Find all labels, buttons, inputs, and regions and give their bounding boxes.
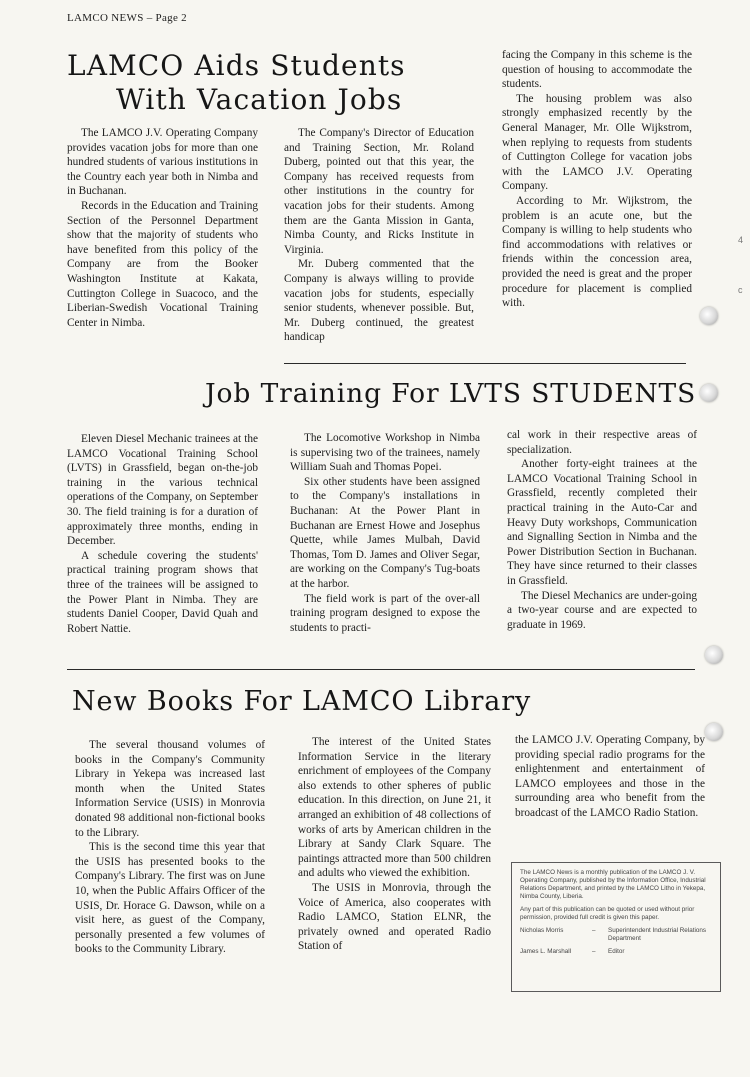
article1-column-2 <box>284 126 474 345</box>
paragraph: The housing problem was also strongly emphasized recently by the General Manager, Mr. Olle Wijkstrom, when replying to requests from students of Cuttington College for vacation jobs with the LAMCO J.V. Operating Company. <box>502 92 692 193</box>
article1-column-3 <box>502 48 692 311</box>
paragraph: This is the second time this year that the USIS has presented books to the Company's Library. The first was on June 10, when the Public Affairs Officer of the USIS, Dr. Horace G. Dawson, while on a visit here, as guest of the Company, personally presented a few volumes of books to the Community Library. <box>75 841 265 956</box>
staff-name: Nicholas Morris <box>520 927 564 934</box>
article3-column-2 <box>298 735 491 954</box>
masthead-permission: Any part of this publication can be quoted or used without prior permission, provided full credit is given this paper. <box>520 906 695 921</box>
paragraph: The LAMCO J.V. Operating Company provides vacation jobs for more than one hundred students of various institutions in the Country each year both in Nimba and in Buchanan. <box>67 127 258 198</box>
punch-hole <box>700 384 718 402</box>
paragraph: The several thousand volumes of books in the Company's Community Library in Yekepa was increased last month when the United States Information Service (USIS) in Monrovia donated 98 additional non-fictional books to the Library. <box>75 739 265 839</box>
staff-dash: – <box>592 948 596 955</box>
paragraph: The Locomotive Workshop in Nimba is supervising two of the trainees, namely William Suah and Thomas Popei. <box>290 432 480 474</box>
staff-name: James L. Marshall <box>520 948 572 955</box>
paragraph: The Diesel Mechanics are under-going a two-year course and are expected to graduate in 1969. <box>507 589 697 631</box>
article2-column-2 <box>290 431 480 635</box>
article1-headline-line1: LAMCO Aids Students <box>67 49 406 82</box>
article1-headline-line2: With Vacation Jobs <box>116 83 403 116</box>
edge-mark: c <box>738 285 743 295</box>
article2-column-1 <box>67 432 258 636</box>
paragraph: the LAMCO J.V. Operating Company, by providing special radio programs for the enlightenment and entertainment of LAMCO employees and those in the surrounding area who benefit from the broadcast of the LAMCO Radio Station. <box>515 734 705 819</box>
masthead-description: The LAMCO News is a monthly publication of the LAMCO J. V. Operating Company, published by the Information Office, Industrial Relations Department, and printed by the LAMCO Litho in Yekepa, Nimba County, Liberia. <box>520 869 706 900</box>
punch-hole <box>700 307 718 325</box>
punch-hole <box>705 723 723 741</box>
paragraph: Mr. Duberg commented that the Company is always willing to provide vacation jobs for students, especially senior students, whenever possible. But, Mr. Duberg continued, the greatest handicap <box>284 258 474 344</box>
staff-row <box>520 927 712 943</box>
section-divider <box>284 363 686 364</box>
article2-headline: Job Training For LVTS STUDENTS <box>205 378 697 409</box>
paragraph: Records in the Education and Training Section of the Personnel Department show that the majority of students who have benefited from this policy of the Company are from the Booker Washington Institute at Kakata, Cuttington College in Suacoco, and the Liberian-Swedish Vocational Training Center in Nimba. <box>67 199 258 329</box>
paragraph: A schedule covering the students' practical training program shows that three of the trainees will be assigned to the Power Plant in Nimba. They are students Daniel Cooper, David Quah and Robert Nattie. <box>67 549 258 635</box>
paragraph: The Company's Director of Education and Training Section, Mr. Roland Duberg, pointed out that this year, the Company has received requests from other institutions in the country for vacation jobs for their students. Among them are the Ganta Mission in Ganta, Nimba County, and Ricks Institute in Virginia. <box>284 127 474 256</box>
paragraph: facing the Company in this scheme is the question of housing to accommodate the students. <box>502 49 692 91</box>
article1-column-1 <box>67 126 258 330</box>
edge-mark: 4 <box>738 235 744 245</box>
article3-headline: New Books For LAMCO Library <box>72 686 532 717</box>
paragraph: The USIS in Monrovia, through the Voice of America, also cooperates with Radio LAMCO, Station ELNR, the privately owned and operated Radio Station of <box>298 881 491 953</box>
staff-dash: – <box>592 927 596 934</box>
paragraph: Eleven Diesel Mechanic trainees at the LAMCO Vocational Training School (LVTS) in Grassfield, began on-the-job training in the various technical operations of the Company, on September 30. The field training is for a duration of approximately three months, ending in December. <box>67 433 258 548</box>
paragraph: Another forty-eight trainees at the LAMCO Vocational Training School in Grassfield, recently completed their practical training in the Auto-Car and Heavy Duty workshops, Communication and Signalling Section in Nimba and the Power Distribution Section in Buchanan. They have since returned to their classes in Grassfield. <box>507 458 697 587</box>
paragraph: According to Mr. Wijkstrom, the problem is an acute one, but the Company is willing to help students who find accommodations with relatives or friends within the concession area, provided the need is great and the proper procedure for placement is complied with. <box>502 194 692 310</box>
section-divider <box>67 669 695 670</box>
paragraph: Six other students have been assigned to the Company's installations in Buchanan: At the Power Plant in Buchanan are Ernest Howe and Josephus Quette, while James Mulbah, David Thomas, Tom D. James and Oliver Segar, are working on the Company's Tug-boats at the harbor. <box>290 475 480 590</box>
article3-column-3 <box>515 733 705 821</box>
article2-column-3 <box>507 428 697 632</box>
running-head: LAMCO NEWS – Page 2 <box>67 12 187 24</box>
article3-column-1 <box>75 738 265 957</box>
masthead-box <box>511 862 721 992</box>
paragraph: cal work in their respective areas of specialization. <box>507 429 697 456</box>
paragraph: The interest of the United States Information Service in the literary enrichment of employees of the Company also extends to other spheres of public education. In this direction, on June 21, it arranged an exhibition of 48 collections of works of arts by American children in the Library at Sandy Clark Square. The paintings attracted more than 500 children and adults who viewed the exhibition. <box>298 736 491 880</box>
staff-role: Editor <box>608 948 625 955</box>
staff-row <box>520 948 712 956</box>
punch-hole <box>705 646 723 664</box>
paragraph: The field work is part of the over-all training program designed to expose the students to practi- <box>290 592 480 634</box>
staff-role: Superintendent Industrial Relations Department <box>608 927 707 942</box>
